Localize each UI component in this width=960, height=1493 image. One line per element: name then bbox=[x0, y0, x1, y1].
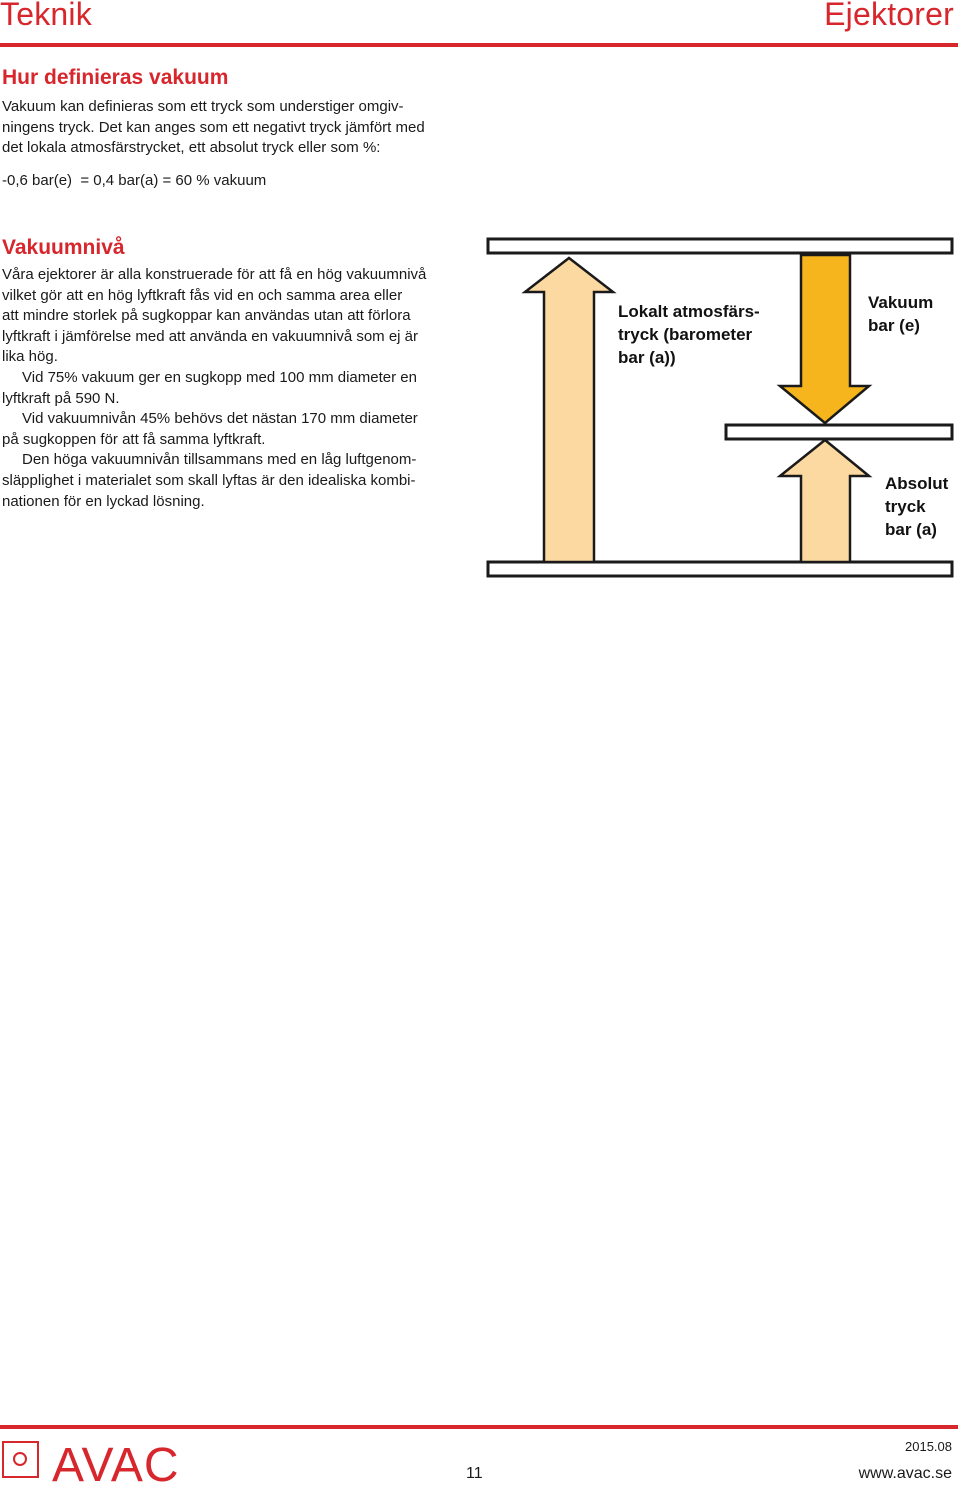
label-line: Vakuum bbox=[868, 293, 934, 312]
header-divider bbox=[0, 43, 958, 47]
middle-plate bbox=[726, 425, 952, 439]
brand-mark-icon bbox=[2, 1441, 39, 1478]
label-line: bar (a) bbox=[885, 520, 937, 539]
text-line: Vakuum kan definieras som ett tryck som understiger omgiv- bbox=[2, 98, 404, 115]
publish-date: 2015.08 bbox=[905, 1439, 952, 1454]
label-line: bar (a)) bbox=[618, 348, 676, 367]
label-line: tryck (barometer bbox=[618, 325, 753, 344]
text-line: lika hög. bbox=[2, 348, 58, 366]
vacuum-example: -0,6 bar(e) = 0,4 bar(a) = 60 % vakuum bbox=[2, 172, 267, 189]
text-line: att mindre storlek på sugkoppar kan användas utan att förlora bbox=[2, 307, 411, 325]
footer-divider bbox=[0, 1425, 958, 1429]
bottom-plate bbox=[488, 562, 952, 576]
text-line: ningens tryck. Det kan anges som ett negativt tryck jämfört med bbox=[2, 118, 425, 136]
vacuum-arrow bbox=[780, 255, 869, 423]
text-line: lyftkraft på 590 N. bbox=[2, 389, 120, 407]
text-line: vilket gör att en hög lyftkraft fås vid en och samma area eller bbox=[2, 286, 403, 304]
text-line: på sugkoppen för att få samma lyftkraft. bbox=[2, 430, 266, 448]
text-line: släpplighet i materialet som skall lyftas är den idealiska kombi- bbox=[2, 471, 416, 489]
text-line: det lokala atmosfärstrycket, ett absolut tryck eller som %: bbox=[2, 139, 381, 157]
vacuum-definition-text bbox=[2, 97, 425, 159]
avac-logo: AVAC bbox=[52, 1439, 180, 1492]
vacuum-level-text bbox=[2, 265, 426, 512]
text-line: Våra ejektorer är alla konstruerade för att få en hög vakuumnivå bbox=[2, 266, 427, 283]
section-title: Teknik bbox=[0, 0, 92, 32]
label-line: Absolut bbox=[885, 474, 949, 493]
vacuum-definition-heading: Hur definieras vakuum bbox=[2, 66, 229, 89]
website-link[interactable]: www.avac.se bbox=[858, 1465, 952, 1482]
top-plate bbox=[488, 239, 952, 253]
page-number: 11 bbox=[466, 1465, 483, 1482]
absolute-pressure-arrow bbox=[780, 440, 869, 562]
text-line: Vid 75% vakuum ger en sugkopp med 100 mm diameter en bbox=[22, 368, 417, 386]
atmospheric-pressure-arrow bbox=[525, 258, 613, 562]
text-line: Den höga vakuumnivån tillsammans med en låg luftgenom- bbox=[22, 451, 417, 469]
vacuum-label bbox=[868, 291, 933, 337]
topic-title: Ejektorer bbox=[824, 0, 954, 32]
label-line: tryck bbox=[885, 497, 926, 516]
text-line: Vid vakuumnivån 45% behövs det nästan 170 mm diameter bbox=[22, 410, 418, 428]
pressure-diagram bbox=[486, 236, 960, 581]
text-line: lyftkraft i jämförelse med att använda en vakuumnivå som ej är bbox=[2, 327, 419, 345]
atmospheric-pressure-label bbox=[618, 300, 760, 369]
label-line: Lokalt atmosfärs- bbox=[618, 302, 760, 321]
vacuum-level-heading: Vakuumnivå bbox=[2, 236, 125, 259]
absolute-pressure-label bbox=[885, 472, 948, 541]
label-line: bar (e) bbox=[868, 316, 920, 335]
text-line: nationen för en lyckad lösning. bbox=[2, 492, 205, 510]
